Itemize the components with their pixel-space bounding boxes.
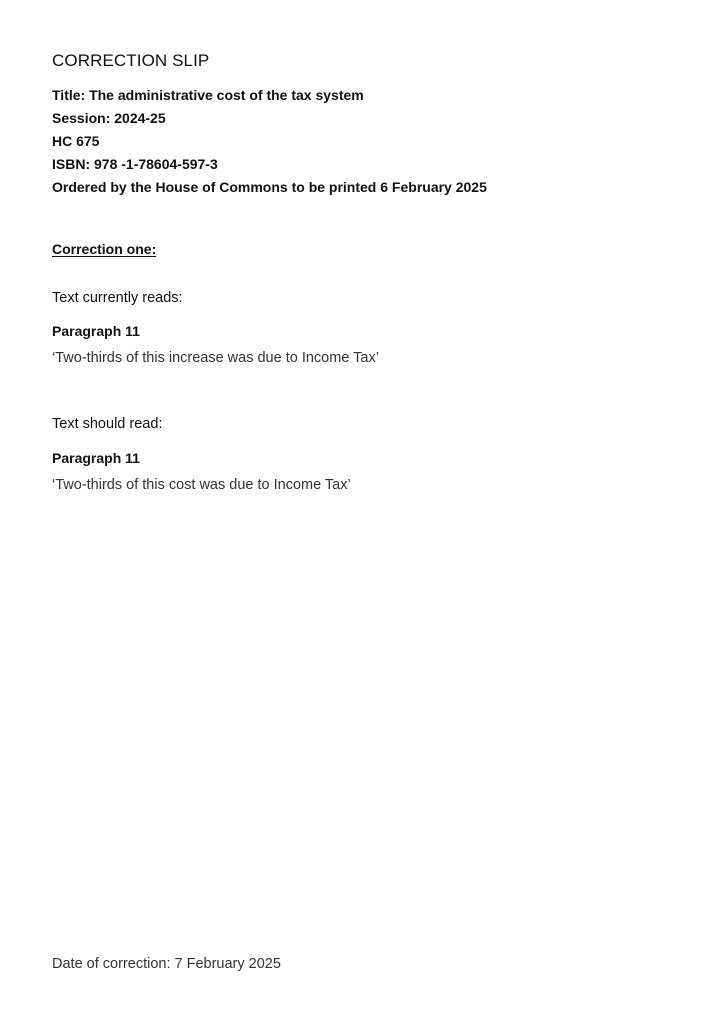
isbn-line: ISBN: 978 -1-78604-597-3 bbox=[52, 156, 218, 172]
current-paragraph-label: Paragraph 11 bbox=[52, 323, 140, 339]
current-text-quote: ‘Two-thirds of this increase was due to Income Tax’ bbox=[52, 350, 379, 366]
ordered-line: Ordered by the House of Commons to be printed 6 February 2025 bbox=[52, 179, 487, 195]
current-text-intro: Text currently reads: bbox=[52, 290, 183, 306]
should-text-quote: ‘Two-thirds of this cost was due to Income Tax’ bbox=[52, 477, 351, 493]
document-title: Title: The administrative cost of the tax system bbox=[52, 87, 364, 103]
session-line: Session: 2024-25 bbox=[52, 110, 166, 126]
should-paragraph-label: Paragraph 11 bbox=[52, 450, 140, 466]
correction-heading: Correction one: bbox=[52, 241, 157, 257]
page-title: CORRECTION SLIP bbox=[52, 51, 210, 70]
date-of-correction: Date of correction: 7 February 2025 bbox=[52, 956, 281, 972]
should-text-intro: Text should read: bbox=[52, 416, 163, 432]
hc-number: HC 675 bbox=[52, 133, 100, 149]
